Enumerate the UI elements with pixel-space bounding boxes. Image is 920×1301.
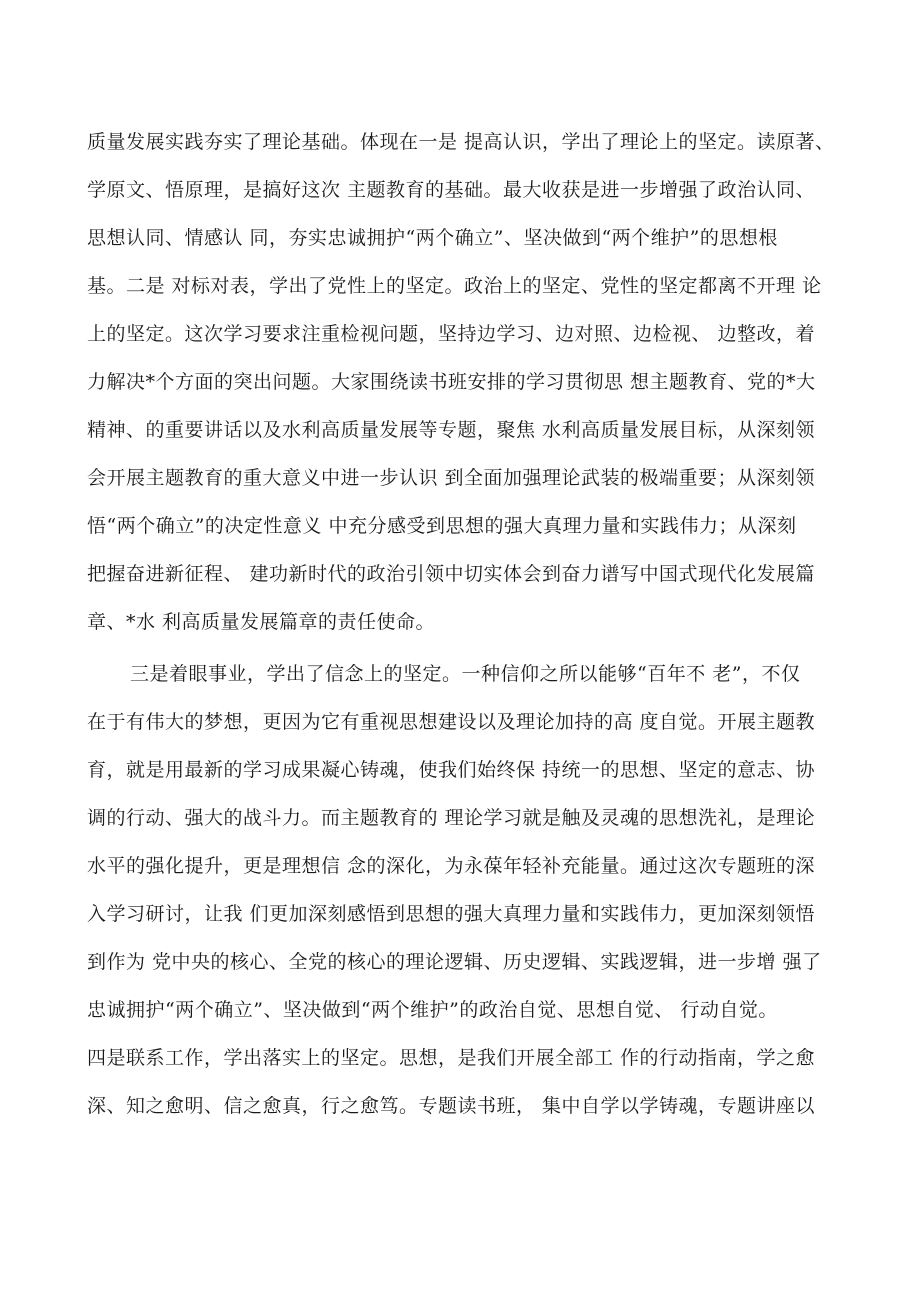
text-line: 三是着眼事业，学出了信念上的坚定。一种信仰之所以能够“百年不 老”，不仅: [130, 663, 801, 685]
text-line: 思想认同、情感认 同，夯实忠诚拥护“两个确立”、坚决做到“两个维护”的思想根: [87, 227, 778, 249]
text-line: 在于有伟大的梦想，更因为它有重视思想建设以及理论加持的高 度自觉。开展主题教: [87, 711, 816, 733]
text-line: 精神、的重要讲话以及水利高质量发展等专题，聚焦 水利高质量发展目标，从深刻领: [87, 419, 816, 441]
text-line: 学原文、悟原理，是搞好这次 主题教育的基础。最大收获是进一步增强了政治认同、: [87, 179, 816, 201]
text-line: 上的坚定。这次学习要求注重检视问题，坚持边学习、边对照、边检视、 边整改，着: [87, 323, 816, 345]
text-line: 会开展主题教育的重大意义中进一步认识 到全面加强理论武装的极端重要；从深刻领: [87, 467, 816, 489]
document-body: [87, 118, 847, 1130]
paragraph-2: [87, 650, 847, 1130]
text-line: 水平的强化提升，更是理想信 念的深化，为永葆年轻补充能量。通过这次专题班的深: [87, 855, 816, 877]
text-line: 育，就是用最新的学习成果凝心铸魂，使我们始终保 持统一的思想、坚定的意志、协: [87, 759, 816, 781]
text-line: 四是联系工作，学出落实上的坚定。思想，是我们开展全部工 作的行动指南，学之愈: [87, 1047, 816, 1069]
text-line: 把握奋进新征程、 建功新时代的政治引领中切实体会到奋力谱写中国式现代化发展篇: [87, 563, 816, 585]
text-line: 悟“两个确立”的决定性意义 中充分感受到思想的强大真理力量和实践伟力；从深刻: [87, 515, 797, 537]
text-line: 质量发展实践夯实了理论基础。体现在一是 提高认识，学出了理论上的坚定。读原著、: [87, 131, 835, 153]
text-line: 力解决*个方面的突出问题。大家围绕读书班安排的学习贯彻思 想主题教育、党的*大: [87, 371, 816, 393]
paragraph-1: [87, 118, 847, 646]
text-line: 章、*水 利高质量发展篇章的责任使命。: [87, 611, 436, 633]
text-line: 入学习研讨，让我 们更加深刻感悟到思想的强大真理力量和实践伟力，更加深刻领悟: [87, 903, 816, 925]
text-line: 忠诚拥护“两个确立”、坚决做到“两个维护”的政治自觉、思想自觉、 行动自觉。: [87, 999, 778, 1021]
text-line: 调的行动、强大的战斗力。而主题教育的 理论学习就是触及灵魂的思想洗礼，是理论: [87, 807, 816, 829]
text-line: 到作为 党中央的核心、全党的核心的理论逻辑、历史逻辑、实践逻辑，进一步增 强了: [87, 951, 822, 973]
text-line: 基。二是 对标对表，学出了党性上的坚定。政治上的坚定、党性的坚定都离不开理 论: [87, 275, 822, 297]
text-line: 深、知之愈明、信之愈真，行之愈笃。专题读书班， 集中自学以学铸魂，专题讲座以: [87, 1095, 816, 1117]
